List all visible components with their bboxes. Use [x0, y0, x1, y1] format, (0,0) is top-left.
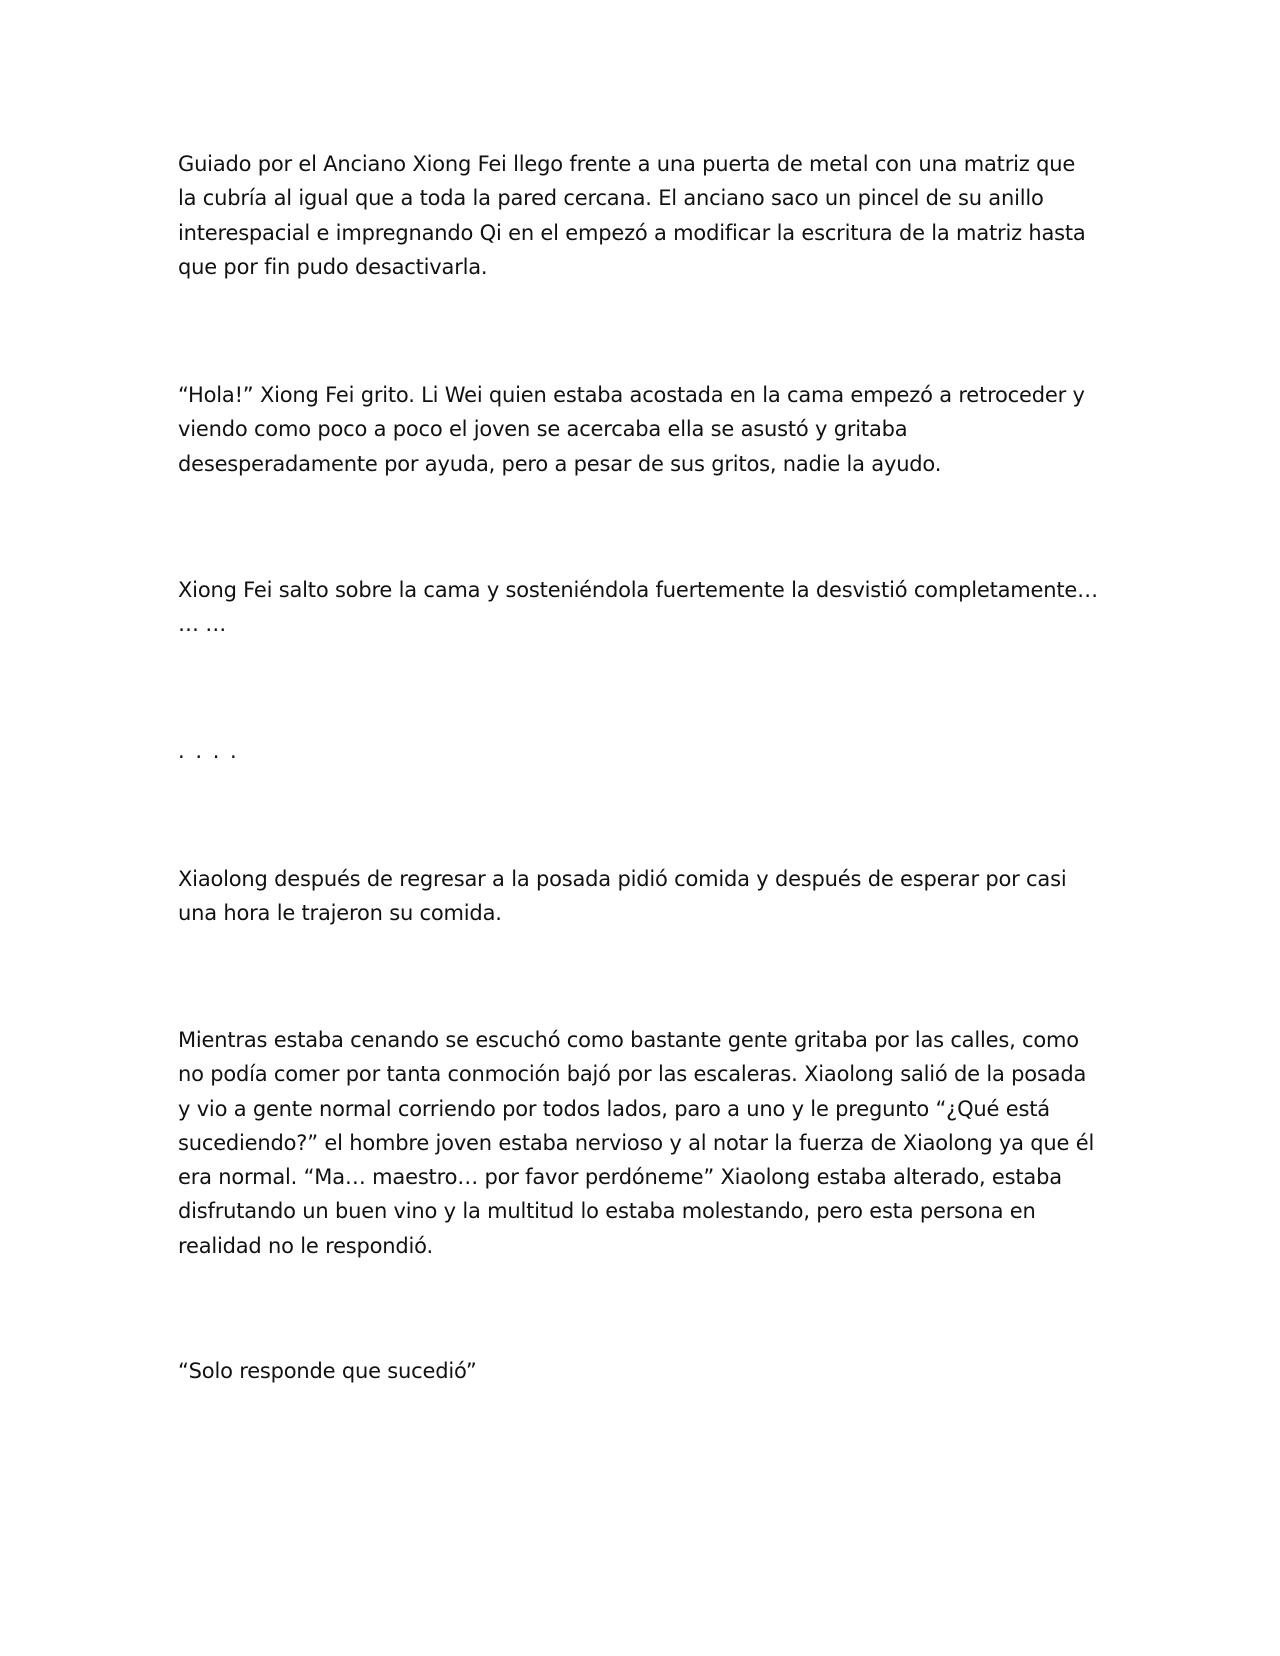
paragraph-2: “Hola!” Xiong Fei grito. Li Wei quien estaba acostada en la cama empezó a retroceder y viendo como poco a poco el joven se acercaba ella se asustó y gritaba desesperadamente por ayuda, pero a pesar de sus gritos, nadie la ayudo. — [178, 383, 1085, 476]
paragraph-4-ellipsis: . . . . — [178, 739, 239, 763]
paragraph-1: Guiado por el Anciano Xiong Fei llego frente a una puerta de metal con una matriz que la cubría al igual que a toda la pared cercana. El anciano saco un pincel de su anillo interespacial e impregnando Qi en el empezó a modificar la escritura de la matriz hasta que por fin pudo desactivarla. — [178, 152, 1086, 279]
paragraph-6: Mientras estaba cenando se escuchó como bastante gente gritaba por las calles, como no podía comer por tanta conmoción bajó por las escaleras. Xiaolong salió de la posada y vio a gente normal corriendo por todos lados, paro a uno y le pregunto “¿Qué está sucediendo?” el hombre joven estaba nervioso y al notar la fuerza de Xiaolong ya que él era normal. “Ma… maestro… por favor perdóneme” Xiaolong estaba alterado, estaba disfrutando un buen vino y la multitud lo estaba molestando, pero esta persona en realidad no le respondió. — [178, 1028, 1095, 1258]
paragraph-3: Xiong Fei salto sobre la cama y sosteniéndola fuertemente la desvistió completamente… … … — [178, 578, 1098, 637]
paragraph-5: Xiaolong después de regresar a la posada pidió comida y después de esperar por casi una hora le trajeron su comida. — [178, 867, 1067, 926]
paragraph-7: “Solo responde que sucedió” — [178, 1359, 477, 1383]
